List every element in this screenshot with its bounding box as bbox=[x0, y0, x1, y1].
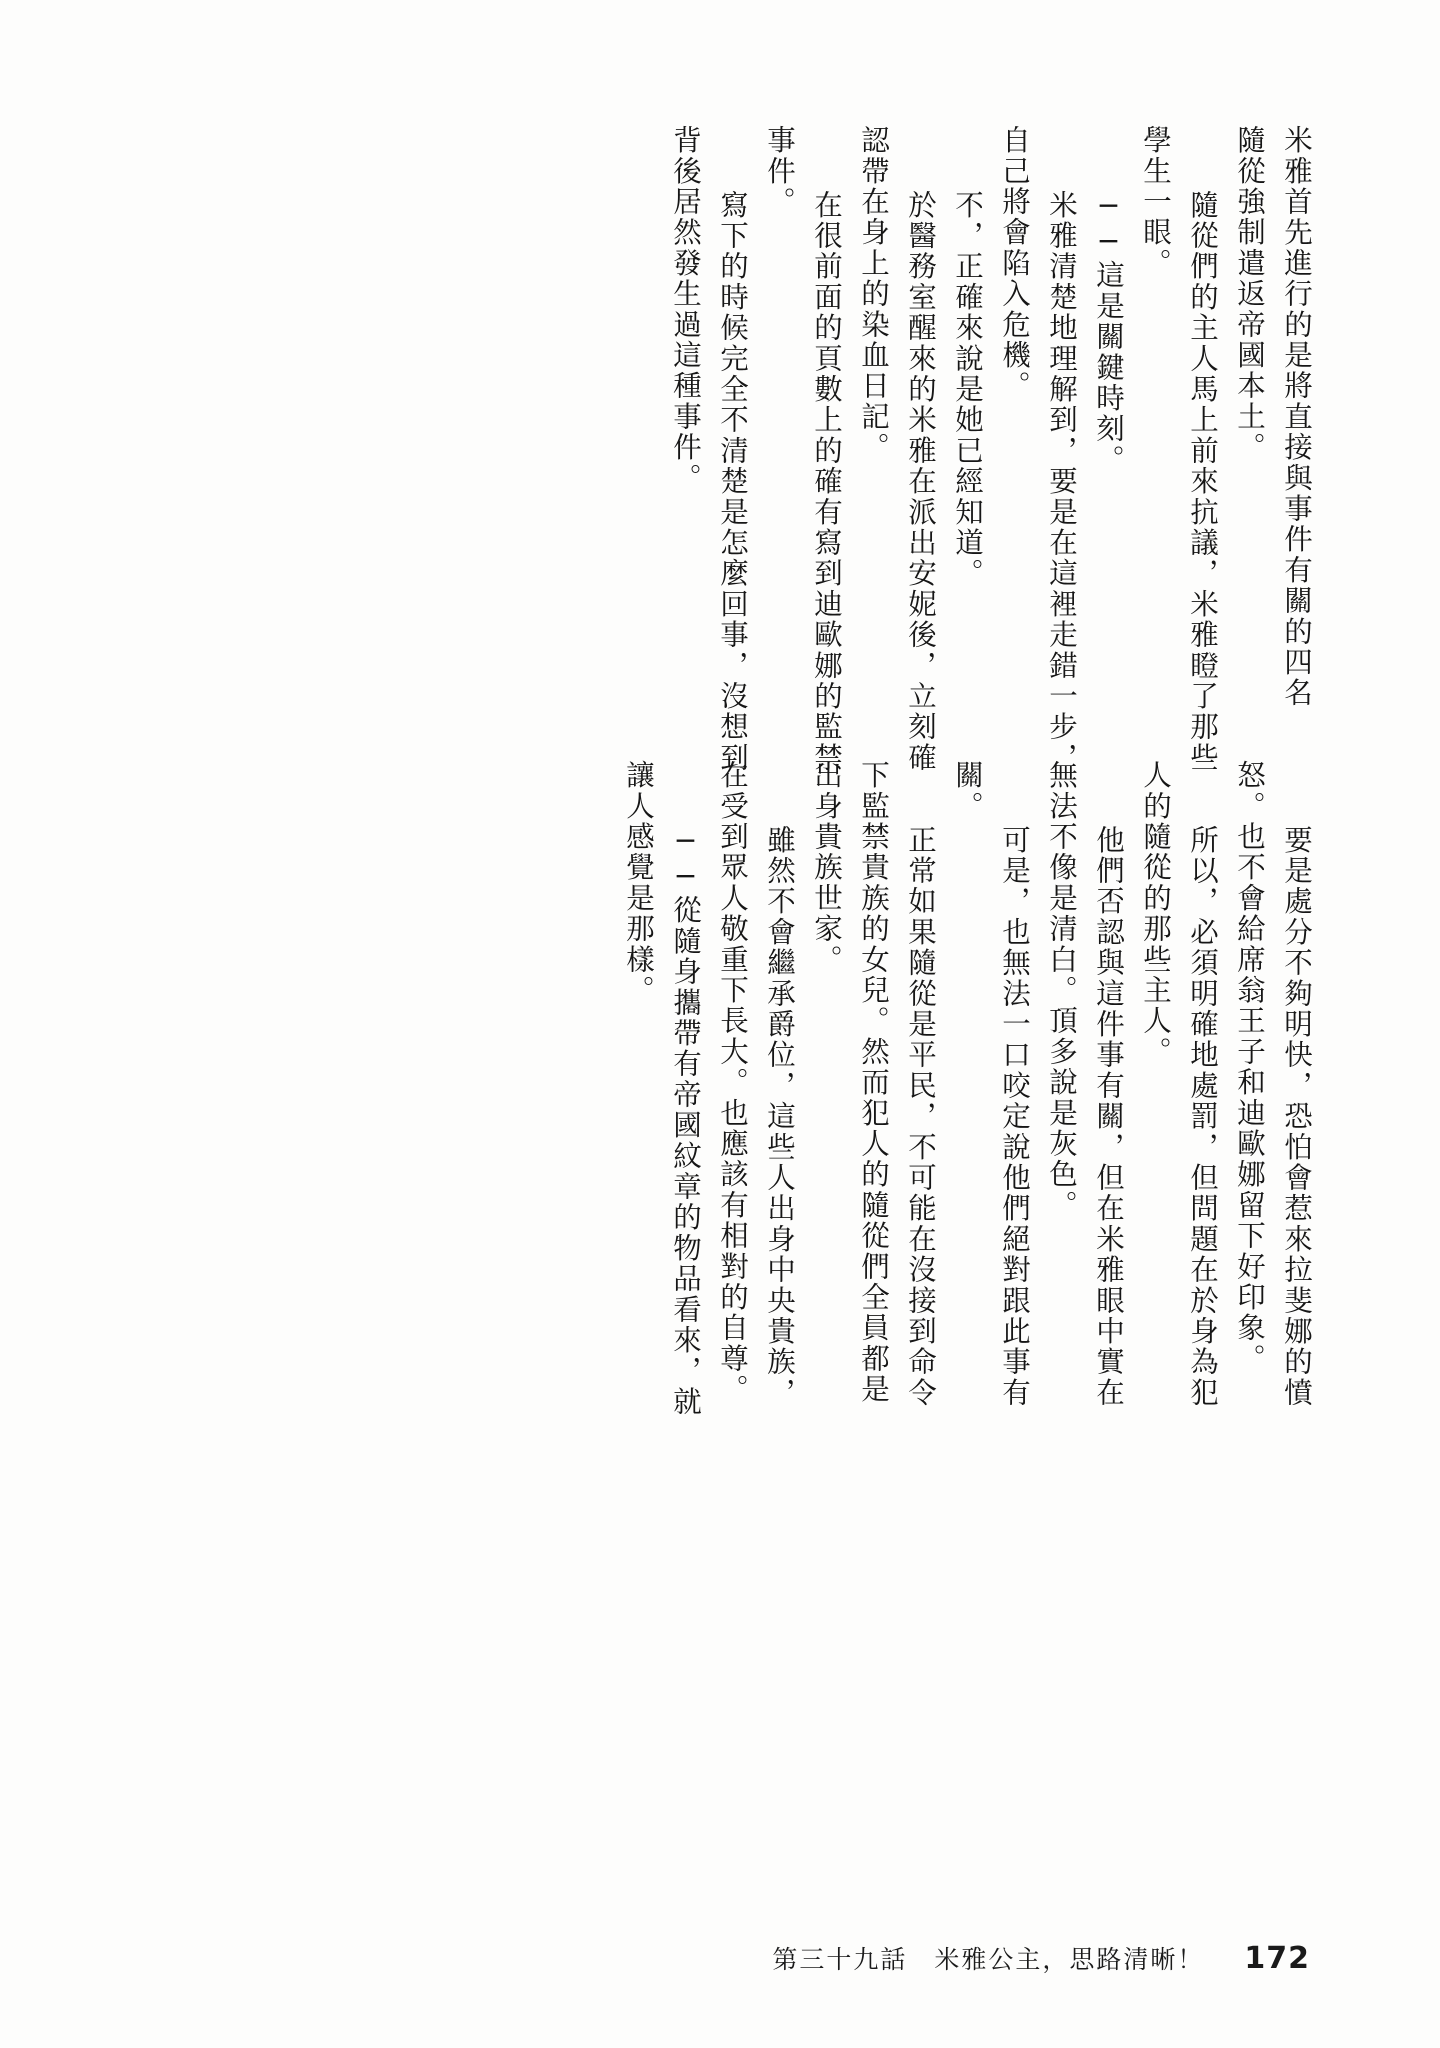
chapter-title: 第三十九話 米雅公主，思路清晰！ bbox=[772, 1945, 1205, 1974]
text-column: 事件。 bbox=[763, 125, 796, 218]
text-column: 隨從們的主人馬上前來抗議，米雅瞪了那些 bbox=[1186, 159, 1219, 773]
text-column: 怒。也不會給席翁王子和迪歐娜留下好印象。 bbox=[1233, 760, 1266, 1374]
text-column: 背後居然發生過這種事件。 bbox=[669, 125, 702, 494]
lower-text-block bbox=[605, 760, 1313, 1690]
page-number: 172 bbox=[1244, 1941, 1310, 1976]
text-column: 可是，也無法一口咬定說他們絕對跟此事有 bbox=[998, 794, 1031, 1408]
text-column: 在很前面的頁數上的確有寫到迪歐娜的監禁 bbox=[810, 159, 843, 773]
text-column: 隨從強制遣返帝國本土。 bbox=[1233, 125, 1266, 463]
text-column: 他們否認與這件事有關，但在米雅眼中實在 bbox=[1092, 794, 1125, 1408]
text-column: 無法不像是清白。頂多說是灰色。 bbox=[1045, 760, 1078, 1221]
text-column: 正常如果隨從是平民，不可能在沒接到命令 bbox=[904, 794, 937, 1408]
text-column: ──這是關鍵時刻。 bbox=[1092, 159, 1125, 475]
text-column: 出身貴族世家。 bbox=[810, 760, 843, 975]
text-column: 雖然不會繼承爵位，這些人出身中央貴族， bbox=[763, 794, 796, 1408]
text-column: 所以，必須明確地處罰，但問題在於身為犯 bbox=[1186, 794, 1219, 1408]
text-column: 不，正確來說是她已經知道。 bbox=[951, 159, 984, 589]
text-column: 寫下的時候完全不清楚是怎麼回事，沒想到 bbox=[716, 159, 749, 773]
text-column: 在受到眾人敬重下長大。也應該有相對的自尊。 bbox=[716, 760, 749, 1405]
text-column: 自己將會陷入危機。 bbox=[998, 125, 1031, 402]
text-column: 人的隨從的那些主人。 bbox=[1139, 760, 1172, 1067]
text-column: 學生一眼。 bbox=[1139, 125, 1172, 279]
upper-text-block bbox=[652, 125, 1313, 825]
text-column: 於醫務室醒來的米雅在派出安妮後，立刻確 bbox=[904, 159, 937, 773]
text-column: 讓人感覺是那樣。 bbox=[622, 760, 655, 1006]
text-column: 關。 bbox=[951, 760, 984, 822]
text-column: 下監禁貴族的女兒。然而犯人的隨從們全員都是 bbox=[857, 760, 890, 1405]
page-footer bbox=[772, 1940, 1310, 1976]
text-column: 認帶在身上的染血日記。 bbox=[857, 125, 890, 463]
text-column: 要是處分不夠明快，恐怕會惹來拉斐娜的憤 bbox=[1280, 794, 1313, 1408]
text-column: ──從隨身攜帶有帝國紋章的物品看來，就 bbox=[669, 794, 702, 1417]
text-column: 米雅首先進行的是將直接與事件有關的四名 bbox=[1280, 125, 1313, 709]
text-column: 米雅清楚地理解到，要是在這裡走錯一步， bbox=[1045, 159, 1078, 773]
